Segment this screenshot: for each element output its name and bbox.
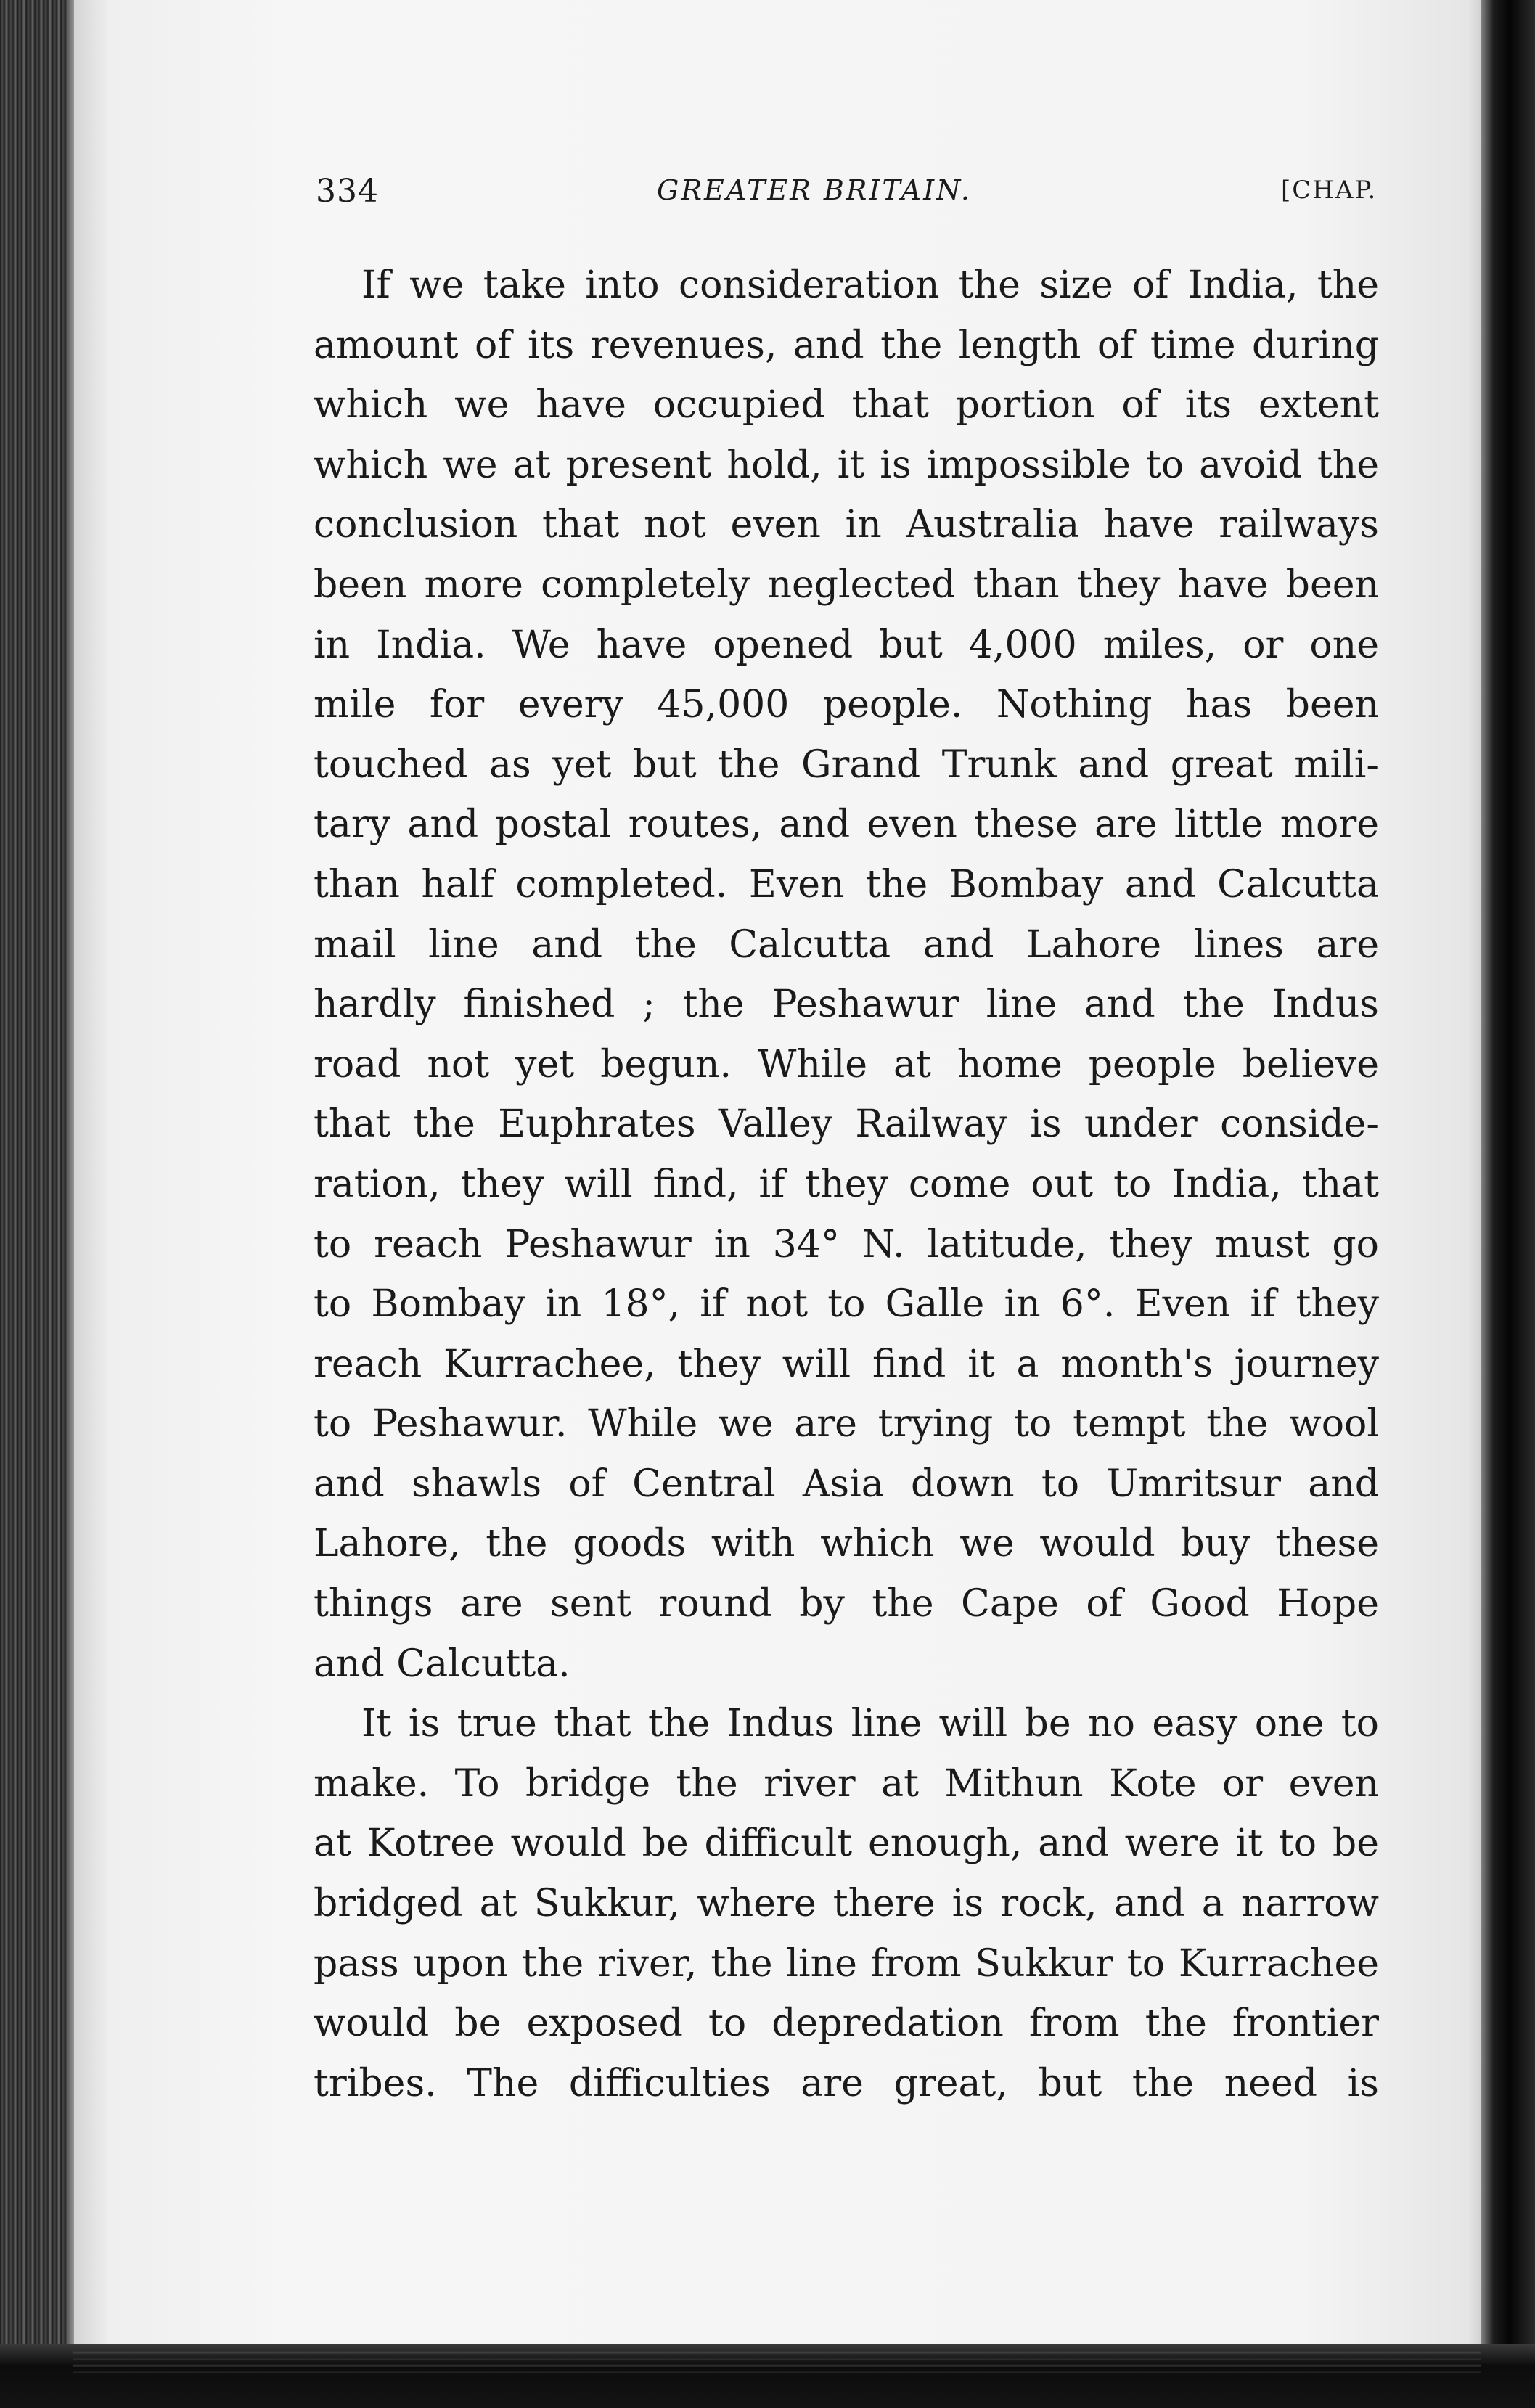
text-line: things are sent round by the Cape of Good Hope (314, 1582, 1379, 1626)
text-line: been more completely neglected than they have been (314, 562, 1379, 607)
text-line: reach Kurrachee, they will find it a month's journey (314, 1342, 1379, 1386)
page-stack-edges (73, 2348, 1481, 2378)
running-header (316, 173, 1383, 224)
text-line: make. To bridge the river at Mithun Kote or even (314, 1761, 1379, 1806)
text-line: It is true that the Indus line will be no easy one to (361, 1702, 1379, 1746)
body-text (314, 255, 1379, 2113)
text-line: mile for every 45,000 people. Nothing has been (314, 683, 1379, 727)
text-line: to Peshawur. While we are trying to tempt the wool (314, 1402, 1379, 1446)
running-title: GREATER BRITAIN. (657, 174, 973, 206)
text-line: ration, they will find, if they come out to India, that (314, 1162, 1379, 1206)
text-line: pass upon the river, the line from Sukkur to Kurrachee (314, 1941, 1379, 1986)
page-left-edge (67, 0, 74, 2344)
text-line: tribes. The difficulties are great, but the need is (314, 2061, 1379, 2105)
text-line: touched as yet but the Grand Trunk and great mili- (314, 742, 1379, 787)
paragraph-1 (314, 255, 1379, 1694)
text-line: that the Euphrates Valley Railway is under conside- (314, 1102, 1379, 1147)
text-line: at Kotree would be difficult enough, and were it to be (314, 1822, 1379, 1866)
text-line: to reach Peshawur in 34° N. latitude, they must go (314, 1222, 1379, 1266)
text-line: bridged at Sukkur, where there is rock, and a narrow (314, 1882, 1379, 1926)
text-line: hardly finished ; the Peshawur line and the Indus (314, 983, 1379, 1027)
paragraph-2 (314, 1694, 1379, 2113)
text-line: than half completed. Even the Bombay and Calcutta (314, 862, 1379, 906)
text-line: road not yet begun. While at home people believe (314, 1042, 1379, 1086)
text-line: If we take into consideration the size of India, the (361, 263, 1379, 307)
chapter-label: [CHAP. (1281, 176, 1378, 205)
page-number: 334 (316, 173, 379, 210)
text-line: would be exposed to depredation from the frontier (314, 2002, 1379, 2046)
text-line: and Calcutta. (314, 1642, 570, 1686)
text-line: and shawls of Central Asia down to Umritsur and (314, 1462, 1379, 1506)
page-right-edge (1481, 0, 1535, 2408)
text-line: in India. We have opened but 4,000 miles, or one (314, 623, 1379, 667)
text-line: tary and postal routes, and even these are little more (314, 803, 1379, 847)
binding-gutter (0, 0, 67, 2408)
text-line: which we have occupied that portion of its extent (314, 383, 1379, 427)
text-line: mail line and the Calcutta and Lahore lines are (314, 922, 1379, 967)
text-line: which we at present hold, it is impossible to avoid the (314, 443, 1379, 487)
text-line: to Bombay in 18°, if not to Galle in 6°. Even if they (314, 1282, 1379, 1327)
text-line: amount of its revenues, and the length of time during (314, 323, 1379, 367)
text-line: conclusion that not even in Australia have railways (314, 503, 1379, 547)
text-line: Lahore, the goods with which we would buy these (314, 1522, 1379, 1566)
